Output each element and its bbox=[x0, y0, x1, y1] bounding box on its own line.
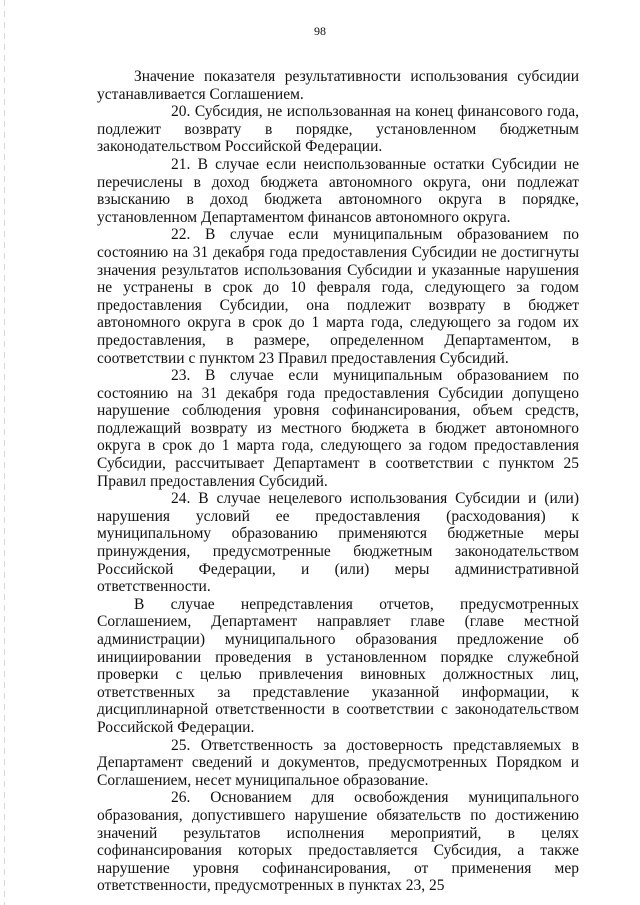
paragraph-21 bbox=[97, 156, 579, 226]
paragraph-number: 21. bbox=[171, 155, 191, 173]
paragraph-25 bbox=[97, 737, 579, 790]
paragraph-text: Ответственность за достоверность представляемых в Департамент сведений и документов, предусмотренных Порядком и Соглашением, несет муниципальное образование. bbox=[97, 736, 580, 789]
paragraph-22 bbox=[97, 226, 579, 367]
document-body bbox=[97, 68, 579, 895]
paragraph-text: Основанием для освобождения муниципального образования, допустившего нарушение обязательств по достижению значений результатов исполнения мероприятий, в целях софинансирования которых предоставляется Субсидия, а также нарушение уровня софинансирования, от применения мер ответственности, предусмотренных в пунктах 23, 25 bbox=[97, 789, 579, 895]
paragraph-text: В случае если муниципальным образованием по состоянию на 31 декабря года предоставления Субсидии не достигнуты значения результатов использования Субсидии и указанные нарушения не устранены в срок до 10 февраля года, следующего за годом предоставления Субсидии, она подлежит возврату в бюджет автономного округа в срок до 1 марта года, следующего за годом их предоставления, в размере, определенном Департаментом, в соответствии с пунктом 23 Правил предоставления Субсидий. bbox=[97, 226, 579, 367]
paragraph-text: В случае нецелевого использования Субсидии и (или) нарушения условий ее предоставления (расходования) к муниципальному образованию применяются бюджетные меры принуждения, предусмотренные бюджетным законодательством Российской Федерации, и (или) меры административной ответственности. bbox=[97, 490, 579, 596]
paragraph-text: В случае если неиспользованные остатки Субсидии не перечислены в доход бюджета автономного округа, они подлежат взысканию в доход бюджета автономного округа в порядке, установленном Департаментом финансов автономного округа. bbox=[97, 155, 579, 226]
paragraph-number: 26. bbox=[171, 789, 191, 807]
paragraph-23 bbox=[97, 367, 579, 490]
paragraph-number: 23. bbox=[171, 367, 191, 385]
paragraph-24 bbox=[97, 490, 579, 596]
paragraph-number: 20. bbox=[171, 103, 191, 121]
paragraph-20 bbox=[97, 103, 579, 156]
paragraph-number: 24. bbox=[171, 490, 191, 508]
paragraph-text: Значение показателя результативности использования субсидии устанавливается Соглашением. bbox=[97, 68, 579, 103]
paragraph-indicator-value bbox=[97, 68, 579, 103]
paragraph-text: В случае если муниципальным образованием по состоянию на 31 декабря года предоставления Субсидии допущено нарушение соблюдения уровня софинансирования, объем средств, подлежащий возврату из местного бюджета в бюджет автономного округа в срок до 1 марта года, следующего за годом предоставления Субсидии, рассчитывает Департамент в соответствии с пунктом 25 Правил предоставления Субсидий. bbox=[97, 367, 579, 490]
paragraph-reports bbox=[97, 596, 579, 737]
paragraph-text: В случае непредставления отчетов, предусмотренных Соглашением, Департамент направляет главе (главе местной администрации) муниципального образования предложение об инициировании проведения в установленном порядке служебной проверки с целью привлечения виновных должностных лиц, ответственных за представление указанной информации, к дисциплинарной ответственности в соответствии с законодательством Российской Федерации. bbox=[97, 595, 579, 736]
paragraph-number: 25. bbox=[171, 736, 191, 754]
scan-edge bbox=[4, 0, 5, 905]
paragraph-text: Субсидия, не использованная на конец финансового года, подлежит возврату в порядке, установленном бюджетным законодательством Российской Федерации. bbox=[97, 103, 579, 156]
page-number: 98 bbox=[314, 24, 326, 38]
paragraph-26 bbox=[97, 789, 579, 895]
paragraph-number: 22. bbox=[171, 226, 191, 244]
